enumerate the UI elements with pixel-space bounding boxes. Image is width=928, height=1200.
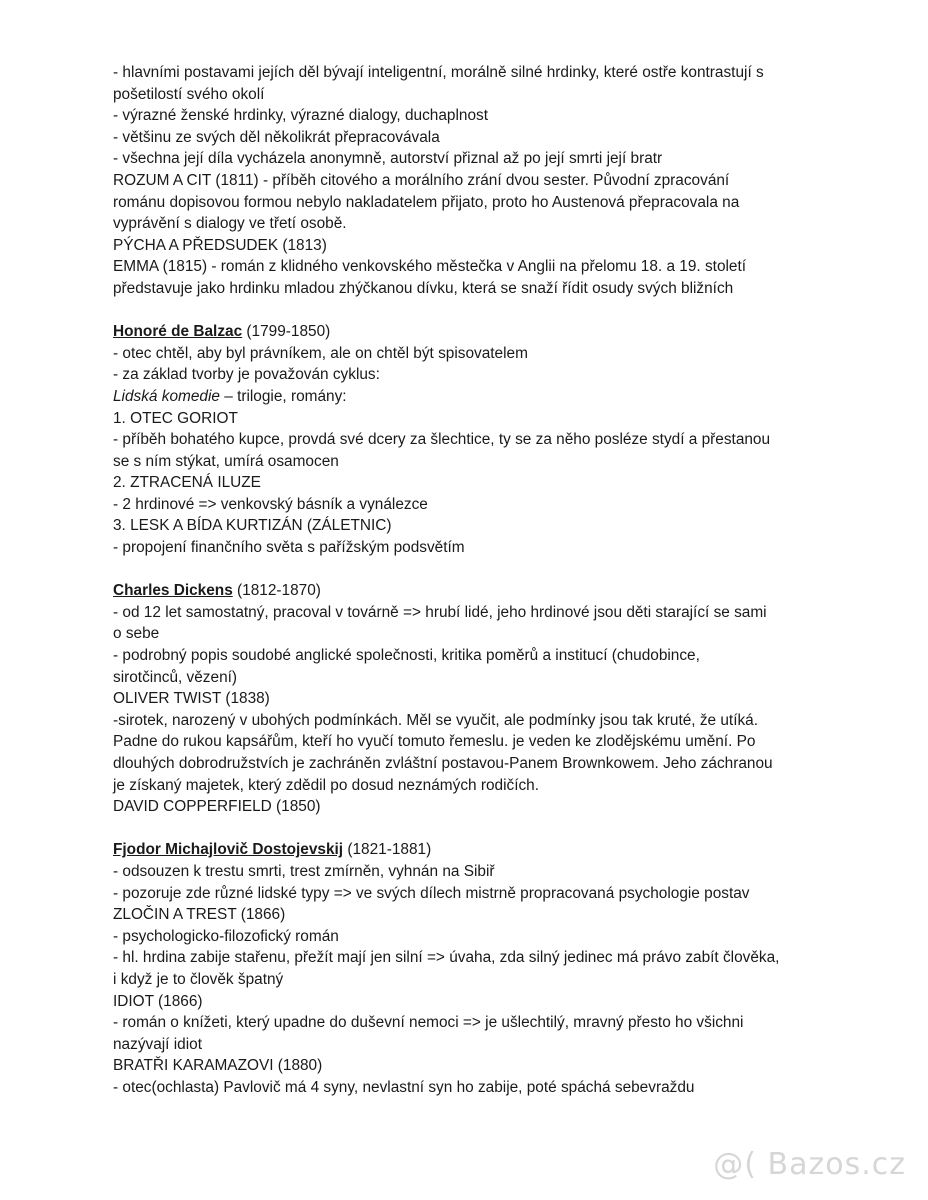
text-line: dlouhých dobrodružstvích je zachráněn zvláštní postavou-Panem Brownkowem. Jeho záchranou <box>113 755 773 772</box>
text-line: EMMA (1815) - román z klidného venkovského městečka v Anglii na přelomu 18. a 19. století <box>113 258 747 276</box>
balzac-section <box>113 321 813 559</box>
text-line: - od 12 let samostatný, pracoval v továrně => hrubí lidé, jeho hrdinové jsou děti starající se sami <box>113 603 767 621</box>
text-line: - všechna její díla vycházela anonymně, autorství přiznal až po její smrti její bratr <box>113 150 663 168</box>
dickens-heading <box>113 580 813 602</box>
text-line: - otec chtěl, aby byl právníkem, ale on chtěl být spisovatelem <box>113 344 528 362</box>
document-body <box>113 62 813 1099</box>
text-line: i když je to člověk špatný <box>113 970 284 988</box>
text-line: ROZUM A CIT (1811) - příběh citového a morálního zrání dvou sester. Původní zpracování <box>113 171 730 189</box>
bazos-watermark: @( Bazos.cz <box>713 1147 906 1182</box>
text-line: - propojení finančního světa s pařížským podsvětím <box>113 539 465 557</box>
text-line: o sebe <box>113 625 160 643</box>
text-line: vyprávění s dialogy ve třetí osobě. <box>113 215 347 233</box>
text-line: ZLOČIN A TREST (1866) <box>113 906 286 924</box>
dostojevskij-heading <box>113 839 813 861</box>
text-line: představuje jako hrdinku mladou zhýčkanou dívku, která se snaží řídit osudy svých bližních <box>113 279 734 297</box>
text-line: DAVID COPPERFIELD (1850) <box>113 798 321 816</box>
dostojevskij-section <box>113 839 813 1098</box>
balzac-heading <box>113 321 813 343</box>
text-line: PÝCHA A PŘEDSUDEK (1813) <box>113 236 327 254</box>
text-line: - za základ tvorby je považován cyklus: <box>113 366 380 384</box>
cycle-description: – trilogie, romány: <box>219 387 347 405</box>
text-line: Padne do rukou kapsářům, kteří ho vyučí tomuto řemeslu. je veden ke zlodějskému umění. Po <box>113 733 756 751</box>
text-line: pošetilostí svého okolí <box>113 85 265 103</box>
text-line: IDIOT (1866) <box>113 992 203 1010</box>
cycle-title: Lidská komedie <box>113 387 220 405</box>
author-years: (1799-1850) <box>242 323 331 341</box>
text-line: 1. OTEC GORIOT <box>113 409 238 427</box>
text-line: - hl. hrdina zabije stařenu, přežít mají jen silní => úvaha, zda silný jedinec má právo zabít člověka, <box>113 949 780 967</box>
text-line: - výrazné ženské hrdinky, výrazné dialogy, duchaplnost <box>113 107 488 125</box>
text-line: se s ním stýkat, umírá osamocen <box>113 452 339 470</box>
text-line: 3. LESK A BÍDA KURTIZÁN (ZÁLETNIC) <box>113 517 392 535</box>
text-line: OLIVER TWIST (1838) <box>113 690 270 708</box>
author-name: Charles Dickens <box>113 582 233 600</box>
author-years: (1812-1870) <box>232 582 321 600</box>
text-line: -sirotek, narozený v ubohých podmínkách. Měl se vyučit, ale podmínky jsou tak kruté, že utíká. <box>113 711 759 729</box>
author-name: Fjodor Michajlovič Dostojevskij <box>113 841 344 859</box>
text-line: 2. ZTRACENÁ ILUZE <box>113 474 261 492</box>
text-line: - pozoruje zde různé lidské typy => ve svých dílech mistrně propracovaná psychologie postav <box>113 884 750 902</box>
text-line: - 2 hrdinové => venkovský básník a vynálezce <box>113 495 428 513</box>
text-line: - většinu ze svých děl několikrát přepracovávala <box>113 128 440 146</box>
text-line: BRATŘI KARAMAZOVI (1880) <box>113 1057 323 1075</box>
dickens-section <box>113 580 813 818</box>
text-line: - příběh bohatého kupce, provdá své dcery za šlechtice, ty se za něho posléze stydí a přestanou <box>113 431 771 449</box>
text-line: - odsouzen k trestu smrti, trest zmírněn, vyhnán na Sibiř <box>113 862 495 880</box>
text-line: - román o knížeti, který upadne do duševní nemoci => je ušlechtilý, mravný přesto ho všichni <box>113 1014 744 1032</box>
text-line: - podrobný popis soudobé anglické společnosti, kritika poměrů a institucí (chudobince, <box>113 647 700 665</box>
text-line: nazývají idiot <box>113 1035 202 1053</box>
text-line: románu dopisovou formou nebylo nakladatelem přijato, proto ho Austenová přepracovala na <box>113 193 740 211</box>
text-line: - otec(ochlasta) Pavlovič má 4 syny, nevlastní syn ho zabije, poté spáchá sebevraždu <box>113 1078 695 1096</box>
text-line: - hlavními postavami jejích děl bývají inteligentní, morálně silné hrdinky, které ostře kontrastují s <box>113 64 764 81</box>
text-line: - psychologicko-filozofický román <box>113 927 339 945</box>
austen-section <box>113 62 813 300</box>
author-name: Honoré de Balzac <box>113 323 243 341</box>
text-line: sirotčinců, vězení) <box>113 668 238 686</box>
text-line: je získaný majetek, který zdědil po dosud neznámých rodičích. <box>113 776 540 794</box>
cycle-line <box>113 386 813 408</box>
author-years: (1821-1881) <box>343 841 432 859</box>
